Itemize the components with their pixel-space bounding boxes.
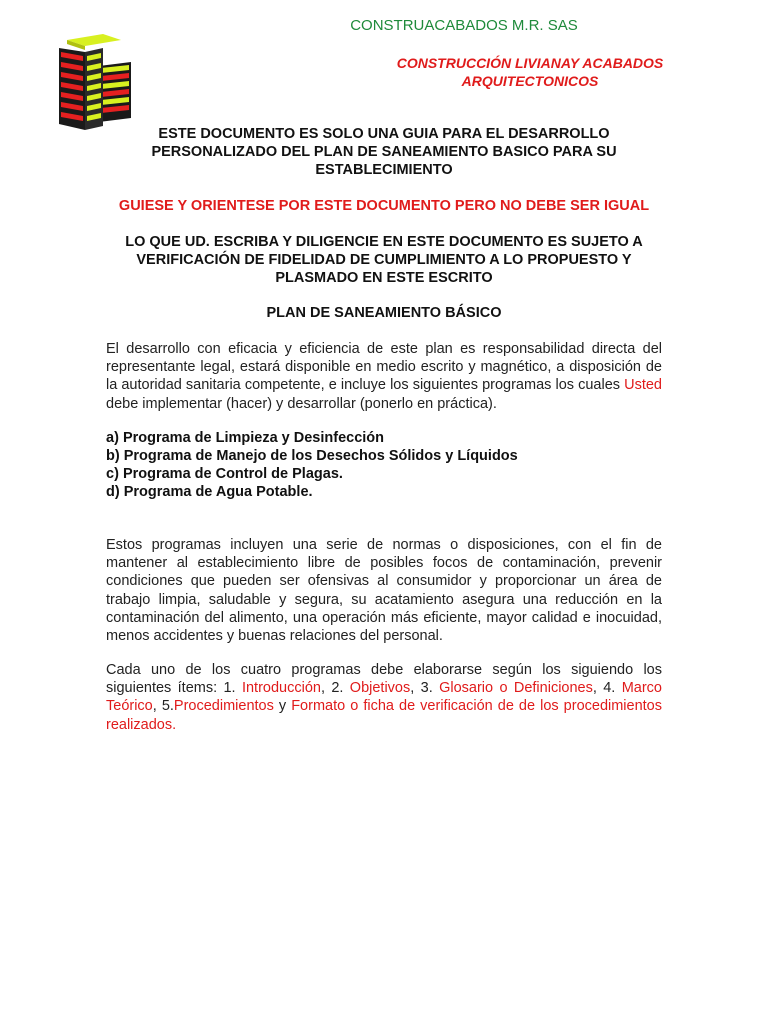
intro-paragraph-highlight: Usted (624, 377, 662, 394)
list-item (106, 447, 662, 465)
items-procedimientos: Procedimientos (173, 698, 274, 715)
list-item-text: Programa de Agua Potable. (123, 484, 313, 500)
guide-notice-heading (100, 125, 668, 179)
company-tagline (370, 54, 690, 90)
guide-notice-line-2: PERSONALIZADO DEL PLAN DE SANEAMIENTO BASICO PARA SU (151, 144, 617, 160)
guide-notice-line-3: ESTABLECIMIENTO (315, 162, 453, 178)
list-item (106, 429, 662, 447)
items-marco-teorico: Marco Teórico (106, 680, 662, 715)
verification-notice-line-1: LO QUE UD. ESCRIBA Y DILIGENCIE EN ESTE DOCUMENTO ES SUJETO A (125, 234, 643, 250)
items-text-1: Cada uno de los cuatro programas debe elaborarse según los siguiendo los siguientes ítems: 1. (106, 662, 662, 697)
verification-notice-line-3: PLASMADO EN ESTE ESCRITO (275, 270, 493, 286)
items-text-4: , 4. (592, 680, 622, 697)
plan-title: PLAN DE SANEAMIENTO BÁSICO (266, 305, 502, 321)
items-objetivos: Objetivos (349, 680, 411, 697)
list-item-letter: d) (106, 484, 120, 500)
list-item-text: Programa de Control de Plagas. (122, 466, 343, 482)
tagline-line-2: ARQUITECTONICOS (461, 73, 599, 89)
list-item (106, 483, 662, 501)
list-item-text: Programa de Limpieza y Desinfección (122, 430, 385, 446)
verification-notice-line-2: VERIFICACIÓN DE FIDELIDAD DE CUMPLIMIENTO A LO PROPUESTO Y (136, 252, 632, 268)
list-item-letter: a) (106, 430, 119, 446)
program-items-paragraph (106, 661, 662, 734)
warning-heading: GUIESE Y ORIENTESE POR ESTE DOCUMENTO PERO NO DEBE SER IGUAL (118, 198, 650, 214)
intro-paragraph-text: El desarrollo con eficacia y eficiencia de este plan es responsabilidad directa del representante legal, estará disponible en medio escrito y magnético, a disposición de la autoridad sanitaria competente, e incluye los siguientes programas los cuales (106, 341, 662, 394)
list-item-letter: b) (106, 448, 120, 464)
verification-notice-heading (100, 233, 668, 287)
items-text-2: , 2. (320, 680, 350, 697)
tagline-line-1: CONSTRUCCIÓN LIVIANAY ACABADOS (396, 55, 664, 71)
items-text-6: y (273, 698, 292, 715)
company-logo-building-icon (55, 30, 135, 130)
intro-paragraph (106, 340, 662, 413)
list-item-letter: c) (106, 466, 119, 482)
items-glosario: Glosario o Definiciones (439, 680, 593, 697)
list-item (106, 465, 662, 483)
guide-notice-line-1: ESTE DOCUMENTO ES SOLO UNA GUIA PARA EL DESARROLLO (158, 126, 610, 142)
items-text-3: , 3. (410, 680, 440, 697)
company-name: CONSTRUACABADOS M.R. SAS (350, 17, 578, 34)
list-item-text: Programa de Manejo de los Desechos Sólidos y Líquidos (123, 448, 518, 464)
intro-paragraph-tail: debe implementar (hacer) y desarrollar (ponerlo en práctica). (106, 395, 497, 412)
programs-description-paragraph: Estos programas incluyen una serie de normas o disposiciones, con el fin de mantener al establecimiento libre de posibles focos de contaminación, prevenir condiciones que pueden ser ofensivas al consumidor y proporcionar un área de trabajo limpia, saludable y segura, su acatamiento asegura una reducción en la contaminación del alimento, una operación más eficiente, mayor calidad e inocuidad, menos accidentes y buenas relaciones del personal. (106, 537, 662, 645)
items-introduccion: Introducción (241, 680, 321, 697)
items-formato: Formato o ficha de verificación de de los procedimientos realizados. (106, 698, 663, 733)
program-list (106, 429, 662, 501)
items-text-5: , 5. (152, 698, 174, 715)
